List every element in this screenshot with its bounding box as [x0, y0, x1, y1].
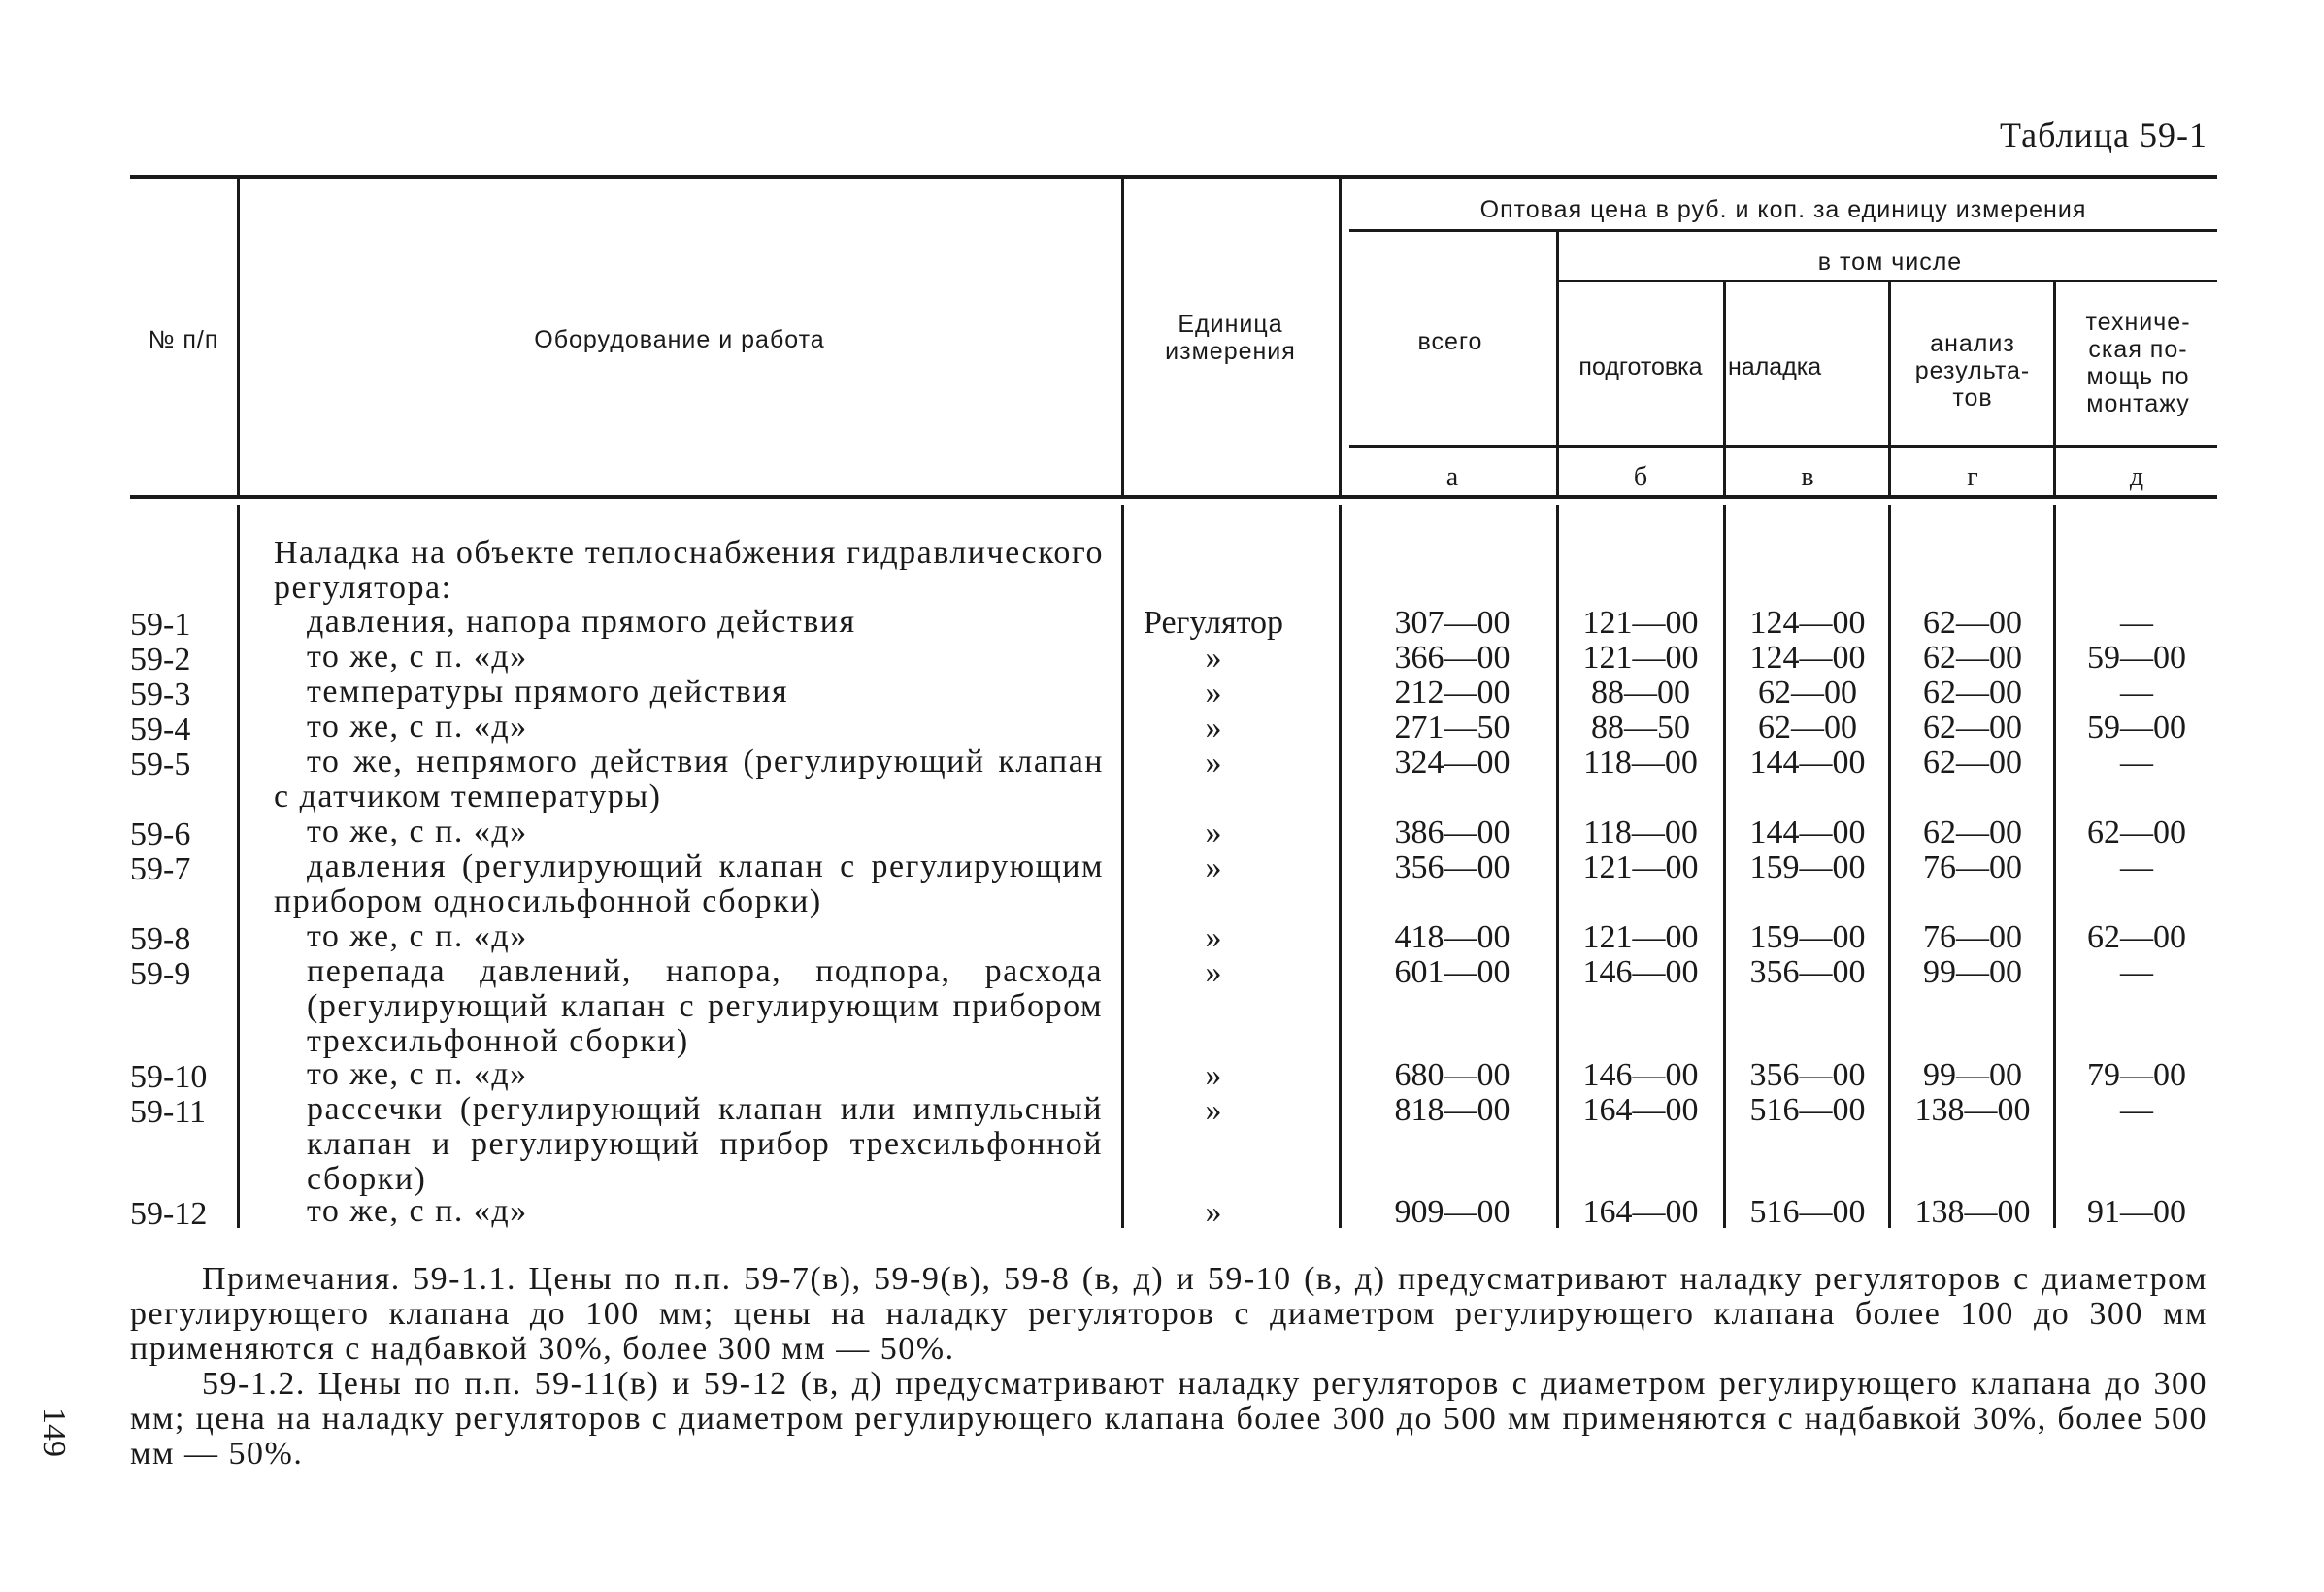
row-help: 91—00	[2087, 1194, 2186, 1230]
row-help: —	[2120, 1092, 2153, 1128]
row-help: 62—00	[2087, 919, 2186, 955]
row-prep: 146—00	[1582, 954, 1699, 990]
row-analysis: 62—00	[1923, 745, 2022, 780]
row-adjust: 124—00	[1749, 640, 1866, 676]
row-prep: 146—00	[1582, 1057, 1699, 1093]
header-price-group: Оптовая цена в руб. и коп. за единицу измерения	[1479, 196, 2087, 223]
row-analysis: 99—00	[1923, 1057, 2022, 1093]
row-adjust: 144—00	[1749, 814, 1866, 850]
row-analysis: 76—00	[1923, 919, 2022, 955]
header-tech-help: техниче-ская по-мощь по монтажу	[2085, 309, 2191, 417]
row-adjust: 356—00	[1749, 954, 1866, 990]
row-adjust: 62—00	[1758, 710, 1857, 746]
row-num: 59-12	[130, 1196, 208, 1232]
col-letter-d: д	[2129, 462, 2144, 492]
row-desc: то же, с п. «д»	[307, 918, 528, 954]
row-desc: то же, с п. «д»	[307, 709, 528, 745]
row-prep: 164—00	[1582, 1092, 1699, 1128]
row-num: 59-2	[130, 642, 191, 678]
header-unit: Единица измерения	[1165, 311, 1296, 365]
row-analysis: 62—00	[1923, 605, 2022, 641]
header-adjust: наладка	[1728, 353, 1822, 381]
row-analysis: 138—00	[1914, 1194, 2031, 1230]
table-title: Таблица 59-1	[2000, 116, 2208, 154]
col-divider-1	[237, 179, 240, 495]
header-analysis: анализ результа-тов	[1914, 330, 2031, 412]
row-analysis: 62—00	[1923, 675, 2022, 711]
header-bottom-rule	[130, 495, 2217, 499]
col-letter-a: а	[1445, 462, 1459, 492]
row-analysis: 62—00	[1923, 710, 2022, 746]
row-unit: »	[1205, 640, 1222, 676]
row-analysis: 62—00	[1923, 814, 2022, 850]
row-total: 601—00	[1394, 954, 1511, 990]
row-total: 271—50	[1394, 710, 1511, 746]
row-num: 59-1	[130, 607, 191, 643]
row-total: 386—00	[1394, 814, 1511, 850]
row-desc: то же, непрямого действия (регулирующий клапан с датчиком температуры)	[274, 744, 1104, 814]
row-total: 366—00	[1394, 640, 1511, 676]
col-divider-3	[1339, 179, 1342, 495]
row-unit: »	[1205, 849, 1222, 885]
row-total: 324—00	[1394, 745, 1511, 780]
row-help: 62—00	[2087, 814, 2186, 850]
row-analysis: 62—00	[1923, 640, 2022, 676]
row-unit: »	[1205, 954, 1222, 990]
price-group-rule	[1349, 229, 2217, 232]
row-prep: 88—00	[1591, 675, 1690, 711]
row-desc: давления, напора прямого действия	[307, 604, 856, 640]
row-unit: Регулятор	[1143, 605, 1284, 641]
body-divider-2	[1121, 505, 1124, 1228]
row-help: —	[2120, 954, 2153, 990]
row-total: 909—00	[1394, 1194, 1511, 1230]
row-adjust: 144—00	[1749, 745, 1866, 780]
row-desc: перепада давлений, напора, подпора, расхода (регулирующий клапан с регулирующим прибором трехсильфонной сборки)	[307, 953, 1103, 1059]
header-equipment: Оборудование и работа	[534, 326, 825, 353]
row-prep: 118—00	[1583, 745, 1698, 780]
row-prep: 121—00	[1582, 605, 1699, 641]
col-letter-g: г	[1967, 462, 1978, 492]
header-including: в том числе	[1817, 249, 1963, 276]
row-prep: 88—50	[1591, 710, 1690, 746]
header-total: всего	[1417, 328, 1483, 355]
row-num: 59-6	[130, 816, 191, 852]
row-analysis: 76—00	[1923, 849, 2022, 885]
row-desc: то же, с п. «д»	[307, 1056, 528, 1092]
page-number: 149	[36, 1408, 72, 1457]
row-unit: »	[1205, 1057, 1222, 1093]
row-num: 59-8	[130, 921, 191, 957]
row-unit: »	[1205, 675, 1222, 711]
row-help: —	[2120, 675, 2153, 711]
row-prep: 164—00	[1582, 1194, 1699, 1230]
row-total: 307—00	[1394, 605, 1511, 641]
row-adjust: 356—00	[1749, 1057, 1866, 1093]
row-help: 59—00	[2087, 640, 2186, 676]
row-num: 59-4	[130, 712, 191, 747]
row-adjust: 159—00	[1749, 919, 1866, 955]
row-unit: »	[1205, 1092, 1222, 1128]
col-letter-v: в	[1801, 462, 1814, 492]
row-unit: »	[1205, 1194, 1222, 1230]
row-help: —	[2120, 849, 2153, 885]
row-desc: то же, с п. «д»	[307, 639, 528, 675]
note-2: 59-1.2. Цены по п.п. 59-11(в) и 59-12 (в, д) предусматривают наладку регуляторов с диаметром регулирующего клапана до 300 мм; цена на наладку регуляторов с диаметром регулирующего клапана более 300 до 500 мм применяются с надбавкой 30%, более 500 мм — 50%.	[130, 1366, 2208, 1472]
row-unit: »	[1205, 710, 1222, 746]
row-num: 59-10	[130, 1059, 208, 1095]
row-prep: 118—00	[1583, 814, 1698, 850]
subheader-rule	[1349, 445, 2217, 448]
row-total: 818—00	[1394, 1092, 1511, 1128]
row-desc: давления (регулирующий клапан с регулирующим прибором односильфонной сборки)	[274, 848, 1104, 919]
row-num: 59-5	[130, 746, 191, 782]
row-unit: »	[1205, 814, 1222, 850]
note-1: Примечания. 59-1.1. Цены по п.п. 59-7(в), 59-9(в), 59-8 (в, д) и 59-10 (в, д) предусматривают наладку регуляторов с диаметром регулирующего клапана до 100 мм; цены на наладку регуляторов с диаметром регулирующего клапана более 100 до 300 мм применяются с надбавкой 30%, более 300 мм — 50%.	[130, 1261, 2208, 1367]
row-desc: то же, с п. «д»	[307, 1193, 528, 1229]
row-prep: 121—00	[1582, 640, 1699, 676]
row-analysis: 99—00	[1923, 954, 2022, 990]
row-adjust: 516—00	[1749, 1092, 1866, 1128]
row-adjust: 124—00	[1749, 605, 1866, 641]
row-help: 79—00	[2087, 1057, 2186, 1093]
row-prep: 121—00	[1582, 849, 1699, 885]
body-divider-1	[237, 505, 240, 1228]
row-num: 59-3	[130, 677, 191, 713]
header-prep: подготовка	[1578, 353, 1703, 381]
col-divider-2	[1121, 179, 1124, 495]
col-letter-b: б	[1633, 462, 1648, 492]
body-divider-3	[1339, 505, 1342, 1228]
table-intro: Наладка на объекте теплоснабжения гидравлического регулятора:	[274, 535, 1104, 606]
row-desc: то же, с п. «д»	[307, 813, 528, 849]
row-adjust: 516—00	[1749, 1194, 1866, 1230]
row-help: 59—00	[2087, 710, 2186, 746]
row-adjust: 159—00	[1749, 849, 1866, 885]
row-num: 59-11	[130, 1094, 207, 1130]
row-total: 212—00	[1394, 675, 1511, 711]
row-help: —	[2120, 605, 2153, 641]
row-help: —	[2120, 745, 2153, 780]
row-desc: температуры прямого действия	[307, 674, 789, 710]
row-total: 418—00	[1394, 919, 1511, 955]
header-num: № п/п	[148, 326, 219, 353]
row-prep: 121—00	[1582, 919, 1699, 955]
row-num: 59-7	[130, 851, 191, 887]
row-analysis: 138—00	[1914, 1092, 2031, 1128]
row-total: 680—00	[1394, 1057, 1511, 1093]
row-unit: »	[1205, 745, 1222, 780]
row-adjust: 62—00	[1758, 675, 1857, 711]
row-unit: »	[1205, 919, 1222, 955]
row-total: 356—00	[1394, 849, 1511, 885]
table-top-rule	[130, 175, 2217, 179]
row-num: 59-9	[130, 956, 191, 992]
row-desc: рассечки (регулирующий клапан или импульсный клапан и регулирующий прибор трехсильфонной сборки)	[307, 1091, 1103, 1197]
